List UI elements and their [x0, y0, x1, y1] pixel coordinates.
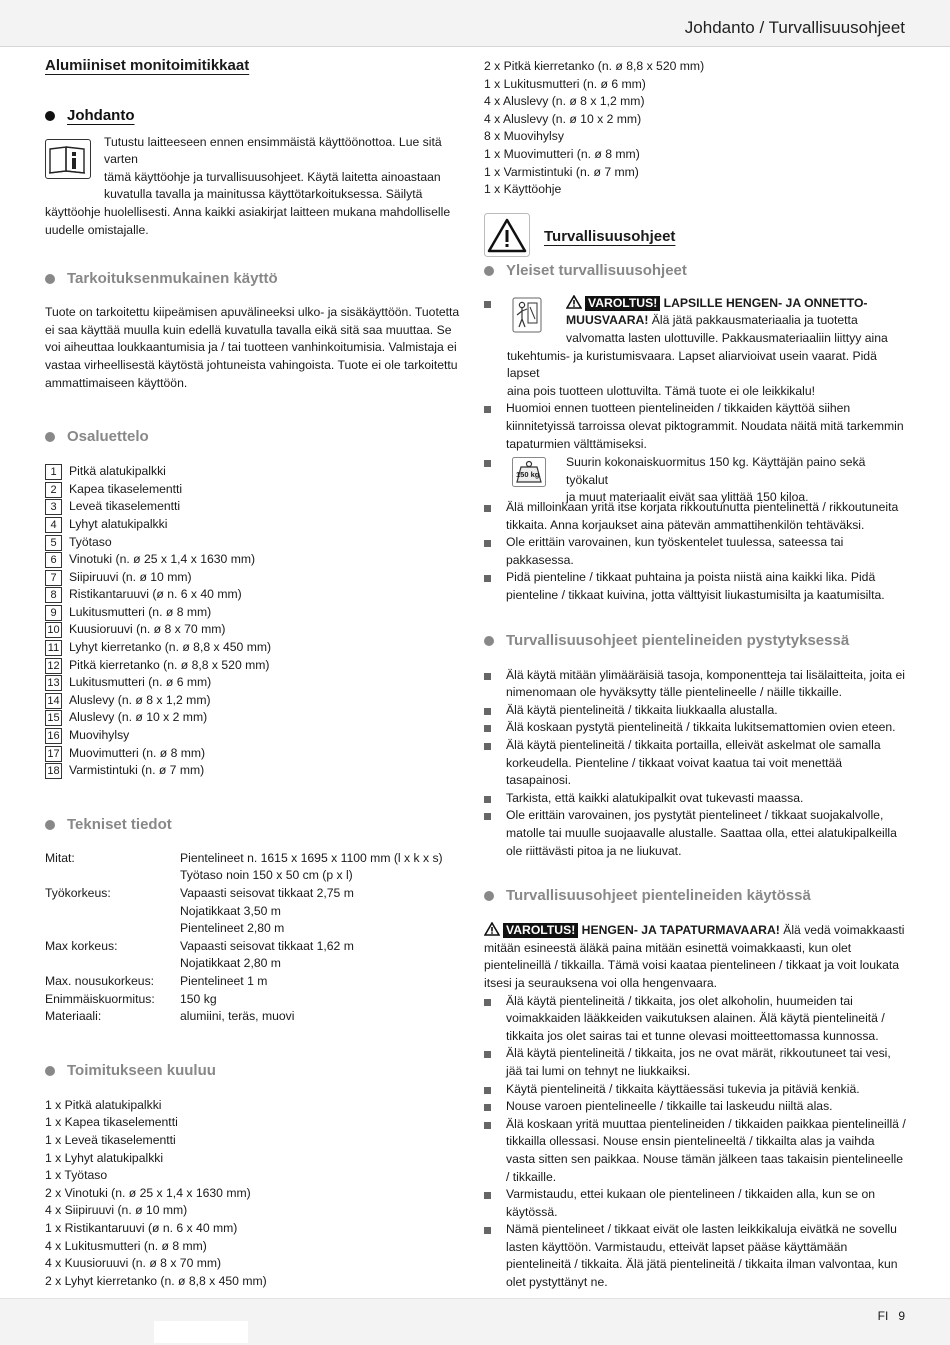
- list-item: [45, 534, 465, 552]
- bullet-text: Älä käytä pientelineitä / tikkaita portailla, elleivät askelmat ole samalla korkeudella. Pienteline / tikkaat voivat kaatua tai voit menettää tasapainosi.: [506, 738, 881, 788]
- list-item: [45, 551, 465, 569]
- bullet-square-icon: [484, 708, 491, 715]
- part-number: 6: [45, 552, 62, 568]
- part-number: 11: [45, 640, 62, 656]
- left-column: [45, 56, 465, 1290]
- list-item: [484, 1045, 906, 1080]
- delivery-list-continued: [484, 58, 906, 199]
- part-label: Muovimutteri (n. ø 8 mm): [69, 745, 206, 760]
- part-number: 15: [45, 710, 62, 726]
- list-item: [45, 745, 465, 763]
- section-heading-intended-use: [45, 269, 465, 289]
- part-label: Varmistintuki (n. ø 7 mm): [69, 763, 205, 778]
- part-number: 2: [45, 482, 62, 498]
- bullet-dot-icon: [45, 820, 55, 830]
- part-number: 5: [45, 535, 62, 551]
- spec-row: [45, 867, 465, 885]
- spec-key: [45, 955, 180, 973]
- part-label: Aluslevy (n. ø 8 x 1,2 mm): [69, 692, 211, 707]
- section-title: Yleiset turvallisuusohjeet: [506, 261, 687, 279]
- warning-triangle-icon: [484, 922, 500, 936]
- part-number: 16: [45, 728, 62, 744]
- list-item: [45, 657, 465, 675]
- list-item: [484, 569, 906, 604]
- list-item: [45, 604, 465, 622]
- part-number: 3: [45, 499, 62, 515]
- list-item: [45, 621, 465, 639]
- part-label: Lukitusmutteri (n. ø 8 mm): [69, 604, 212, 619]
- spec-value: Nojatikkaat 2,80 m: [180, 956, 281, 971]
- bullet-text: Ole erittäin varovainen, jos pystytät pientelineet / tikkaat suojakalvolle, matolle tai muulle suojaavalle alustalle. Saattaa olla, ettei alatukipalkeilla ole riittävästi pitoa ja ne liukuvat.: [506, 808, 897, 858]
- part-label: Lyhyt alatukipalkki: [69, 516, 168, 531]
- bullet-text: Huomioi ennen tuotteen pientelineiden / tikkaiden käyttöä siihen kiinnitetyissä tarroissa olevat piktogrammit. Noudata näitä mitä tarkemmin tapaturmien välttämiseksi.: [506, 401, 904, 451]
- spec-row: [45, 903, 465, 921]
- list-item: [45, 762, 465, 780]
- part-label: Ristikantaruuvi (ø n. 6 x 40 mm): [69, 587, 242, 602]
- part-label: Pitkä kierretanko (n. ø 8,8 x 520 mm): [69, 657, 270, 672]
- part-label: Työtaso: [69, 534, 112, 549]
- spec-value: Nojatikkaat 3,50 m: [180, 903, 281, 918]
- list-item: [484, 737, 906, 790]
- general-safety-list: [484, 499, 906, 605]
- bullet-square-icon: [484, 575, 491, 582]
- spec-row: [45, 973, 465, 991]
- intro-line: käyttöohje huolellisesti. Anna kaikki asiakirjat laitteen mukana mahdolliselle: [45, 204, 451, 219]
- use-warning-title: HENGEN- JA TAPATURMAVAARA!: [581, 923, 780, 938]
- use-warning-text: Älä vedä voimakkaasti mitään esineestä äläkä paina mitään esinettä voimakkaasti, kun olet pientelineillä / tikkailla. Tämä voisi kaataa pientelineen / tikkaat ja voit loukata itsesi ja seurauksena voi olla hengenvaara.: [484, 923, 905, 990]
- bullet-square-icon: [484, 743, 491, 750]
- intended-use-text: Tuote on tarkoitettu kiipeämisen apuvälineeksi ulko- ja sisäkäyttöön. Tuotetta ei saa käyttää muulla kuin edellä kuvatulla tavalla eikä sitä saa muuttaa. Se voi aiheuttaa loukkaantumisia ja / tai tuotteen vanhinkoitumisia. Valmistaja ei vastaa virheellisestä käytöstä johtuneista vahingoista. Tuote ei ole tarkoitettu ammattimaiseen käyttöön.: [45, 305, 460, 390]
- list-item: [484, 1221, 906, 1291]
- part-label: Kapea tikaselementti: [69, 481, 183, 496]
- child-warning-text: aina pois tuotteen ulottuvilta. Tämä tuote ei ole leikkikalu!: [507, 383, 816, 398]
- intro-line: uudelle omistajalle.: [45, 222, 149, 237]
- section-heading-tech: [45, 815, 465, 835]
- bullet-text: Nämä pientelineet / tikkaat eivät ole lasten leikkikaluja eivätkä ne sovellu lasten käyttöön. Varmistaudu, etteivät lapset pääse käyttämään pientelineitä / tikkaita. Älä jätä pientelineitä / tikkaita ilman valvontaa, kun olet pystyttänyt ne.: [506, 1222, 898, 1290]
- list-item: 1 x Lyhyt alatukipalkki: [45, 1150, 164, 1165]
- list-item: 4 x Aluslevy (n. ø 8 x 1,2 mm): [484, 94, 645, 109]
- warning-triangle-icon: [566, 295, 582, 309]
- use-safety-list: [484, 993, 906, 1292]
- child-warning-title-2: MUUSVAARA!: [566, 313, 649, 328]
- bullet-square-icon: [484, 1051, 491, 1058]
- list-item: [484, 790, 906, 808]
- spec-value: 150 kg: [180, 991, 217, 1006]
- spec-key: Työkorkeus:: [45, 886, 111, 900]
- spec-value: alumiini, teräs, muovi: [180, 1009, 295, 1024]
- list-item: [45, 692, 465, 710]
- list-item: [484, 1116, 906, 1186]
- bullet-text: Älä koskaan pystytä pientelineitä / tikkaita lukitsemattomien ovien eteen.: [506, 720, 896, 735]
- page-number-value: 9: [898, 1309, 905, 1323]
- part-label: Leveä tikaselementti: [69, 499, 181, 514]
- part-label: Muovihylsy: [69, 728, 130, 743]
- part-label: Lukitusmutteri (n. ø 6 mm): [69, 675, 212, 690]
- list-item: 1 x Pitkä alatukipalkki: [45, 1097, 162, 1112]
- spec-key: Materiaali:: [45, 1009, 102, 1024]
- part-number: 8: [45, 587, 62, 603]
- spec-key: Enimmäiskuormitus:: [45, 991, 155, 1006]
- part-number: 17: [45, 746, 62, 762]
- bullet-text: Nouse varoen pientelineelle / tikkaille tai laskeudu niiltä alas.: [506, 1099, 833, 1114]
- list-item: 1 x Muovimutteri (n. ø 8 mm): [484, 146, 640, 161]
- section-title: Osaluettelo: [67, 428, 149, 446]
- spec-key: [45, 867, 180, 885]
- child-warning-title: LAPSILLE HENGEN- JA ONNETTO-: [663, 295, 868, 310]
- part-number: 14: [45, 693, 62, 709]
- list-item: [45, 463, 465, 481]
- bullet-square-icon: [484, 673, 491, 680]
- bullet-text: Älä käytä pientelineitä / tikkaita, jos olet alkoholin, huumeiden tai voimakkaiden lääkkeiden vaikutuksen alainen. Älä käytä pientelineitä / tikkaita jos olet sairas tai et tunne olevasi moitteettomassa kunnossa.: [506, 993, 885, 1043]
- spec-value: Pientelineet n. 1615 x 1695 x 1100 mm (l x k x s): [180, 850, 443, 865]
- warning-triangle-icon: [484, 213, 528, 257]
- bullet-square-icon: [484, 301, 491, 308]
- load-text: ja muut materiaalit eivät saa ylittää 150 kiloa.: [566, 490, 809, 505]
- part-label: Vinotuki (n. ø 25 x 1,4 x 1630 mm): [69, 552, 256, 567]
- list-item: [484, 719, 906, 737]
- spec-row: [45, 885, 465, 903]
- section-title: Tarkoituksenmukainen käyttö: [67, 270, 278, 288]
- spec-row: [45, 955, 465, 973]
- spec-value: Pientelineet 1 m: [180, 973, 268, 988]
- part-number: 9: [45, 605, 62, 621]
- section-heading-intro: [45, 106, 465, 126]
- bullet-text: Pidä pienteline / tikkaat puhtaina ja poista niistä aina kaikki lika. Pidä pienteline / tikkaat kuivina, jotta välttyisit liukastumisilta ja kaatumisilta.: [506, 570, 885, 603]
- part-number: 10: [45, 622, 62, 638]
- bullet-text: Käytä pientelineitä / tikkaita käyttäessäsi tukevia ja pitäviä kenkiä.: [506, 1081, 860, 1096]
- bullet-text: Varmistaudu, ettei kukaan ole pientelineen / tikkaiden alla, kun se on käytössä.: [506, 1187, 876, 1219]
- list-item: [45, 481, 465, 499]
- list-item: [484, 667, 906, 702]
- bullet-dot-icon: [45, 111, 55, 121]
- spec-key: [45, 920, 180, 938]
- part-number: 13: [45, 675, 62, 691]
- list-item: 2 x Lyhyt kierretanko (n. ø 8,8 x 450 mm): [45, 1273, 267, 1288]
- language-code: FI: [877, 1309, 889, 1323]
- page-header-title: Johdanto / Turvallisuusohjeet: [684, 18, 905, 37]
- list-item: 8 x Muovihylsy: [484, 129, 564, 144]
- list-item: 2 x Vinotuki (n. ø 25 x 1,4 x 1630 mm): [45, 1185, 251, 1200]
- load-warning-block: [484, 454, 906, 505]
- bullet-text: Älä koskaan yritä muuttaa pientelineiden / tikkaiden paikkaa pientelineillä / tikkailla ollessasi. Nouse ensin pientelineeltä / tikkailta alas ja vaihda vasta sitten sen paikkaa. Nouse tämän jälkeen taas takaisin pientelineelle / tikkaille.: [506, 1116, 906, 1184]
- part-number: 7: [45, 570, 62, 586]
- bullet-square-icon: [484, 1192, 491, 1199]
- tech-specs: [45, 850, 465, 1026]
- manual-book-icon: [45, 139, 91, 179]
- footer-bar: [0, 1298, 950, 1345]
- right-column: [484, 58, 906, 1292]
- intro-block: [45, 134, 465, 240]
- bullet-dot-icon: [484, 266, 494, 276]
- bullet-square-icon: [484, 999, 491, 1006]
- spec-value: Vapaasti seisovat tikkaat 2,75 m: [180, 886, 354, 900]
- use-warning-block: [484, 922, 906, 992]
- bullet-dot-icon: [45, 1066, 55, 1076]
- list-item: [45, 516, 465, 534]
- child-warning-text: tukehtumis- ja kuristumisvaara. Lapset aliarvioivat usein vaarat. Pidä lapset: [507, 348, 877, 381]
- bullet-text: Ole erittäin varovainen, kun työskentelet tuulessa, sateessa tai pakkasessa.: [506, 535, 844, 567]
- bullet-square-icon: [484, 540, 491, 547]
- spec-value: Pientelineet 2,80 m: [180, 921, 285, 936]
- section-title: Tekniset tiedot: [67, 815, 172, 833]
- load-badge-text: 150 kg: [516, 470, 540, 480]
- weight-pictogram-icon: [512, 457, 546, 487]
- bullet-dot-icon: [484, 891, 494, 901]
- list-item: 4 x Siipiruuvi (n. ø 10 mm): [45, 1203, 188, 1218]
- bullet-square-icon: [484, 1227, 491, 1234]
- spec-key: Max korkeus:: [45, 938, 118, 953]
- section-title: Turvallisuusohjeet pientelineiden käytössä: [506, 887, 811, 905]
- section-heading-use-safety: [484, 886, 906, 906]
- bullet-square-icon: [484, 1104, 491, 1111]
- spec-row: [45, 991, 465, 1009]
- section-title: Toimitukseen kuuluu: [67, 1061, 216, 1079]
- list-item: [484, 1186, 906, 1221]
- bullet-text: Älä käytä pientelineitä / tikkaita liukkaalla alustalla.: [506, 702, 778, 717]
- intro-line: tämä käyttöohje ja turvallisuusohjeet. Käytä laitetta ainoastaan: [104, 169, 441, 184]
- part-label: Kuusioruuvi (n. ø 8 x 70 mm): [69, 622, 226, 637]
- list-item: [45, 498, 465, 516]
- bullet-text: Älä käytä mitään ylimääräisiä tasoja, komponentteja tai lisälaitteita, joita ei nimenomaan ole hyväksytty tälle pientelineelle / näille tikkaille.: [506, 667, 906, 700]
- list-item: 1 x Leveä tikaselementti: [45, 1132, 176, 1147]
- list-item: [484, 400, 906, 453]
- list-item: 2 x Pitkä kierretanko (n. ø 8,8 x 520 mm): [484, 59, 705, 73]
- list-item: 1 x Lukitusmutteri (n. ø 6 mm): [484, 76, 646, 91]
- part-number: 4: [45, 517, 62, 533]
- spec-row: [45, 850, 465, 868]
- bullet-square-icon: [484, 725, 491, 732]
- document-title: Alumiiniset monitoimitikkaat: [45, 57, 250, 74]
- list-item: 1 x Ristikantaruuvi (ø n. 6 x 40 mm): [45, 1220, 238, 1235]
- list-item: 1 x Varmistintuki (n. ø 7 mm): [484, 164, 639, 179]
- bullet-square-icon: [484, 1087, 491, 1094]
- list-item: 4 x Lukitusmutteri (n. ø 8 mm): [45, 1238, 207, 1253]
- list-item: [45, 727, 465, 745]
- bullet-square-icon: [484, 1122, 491, 1129]
- child-warning-text: valvomatta lasten ulottuville. Pakkausmateriaaliin liittyy aina: [566, 330, 888, 345]
- list-item: [484, 1098, 906, 1116]
- bullet-dot-icon: [45, 274, 55, 284]
- spec-row: [45, 920, 465, 938]
- load-text: Suurin kokonaiskuormitus 150 kg. Käyttäjän paino sekä työkalut: [566, 455, 866, 487]
- section-title: Johdanto: [67, 106, 135, 124]
- list-item: [45, 586, 465, 604]
- part-label: Lyhyt kierretanko (n. ø 8,8 x 450 mm): [69, 640, 272, 655]
- bullet-square-icon: [484, 406, 491, 413]
- list-item: 1 x Käyttöohje: [484, 182, 562, 197]
- list-item: [484, 807, 906, 860]
- spec-value: Vapaasti seisovat tikkaat 1,62 m: [180, 938, 354, 953]
- spec-key: Mitat:: [45, 850, 75, 865]
- bullet-dot-icon: [45, 432, 55, 442]
- bullet-square-icon: [484, 796, 491, 803]
- part-label: Pitkä alatukipalkki: [69, 464, 166, 479]
- list-item: [484, 993, 906, 1046]
- warning-label: VAROLTUS!: [585, 296, 660, 311]
- safety-heading-block: [484, 213, 906, 259]
- bullet-text: Tarkista, että kaikki alatukipalkit ovat tukevasti maassa.: [506, 790, 804, 805]
- spec-row: [45, 1008, 465, 1026]
- parts-list: [45, 463, 465, 780]
- delivery-list: [45, 1097, 465, 1291]
- list-item: [484, 1081, 906, 1099]
- section-heading-parts: [45, 427, 465, 447]
- child-warning-text: Älä jätä pakkausmateriaalia ja tuotetta: [648, 313, 858, 328]
- spec-row: [45, 938, 465, 956]
- part-number: 1: [45, 464, 62, 480]
- spec-key: [45, 903, 180, 921]
- bullet-dot-icon: [484, 636, 494, 646]
- part-number: 12: [45, 658, 62, 674]
- spec-value: Työtaso noin 150 x 50 cm (p x l): [180, 868, 353, 883]
- section-title: Turvallisuusohjeet pientelineiden pystytyksessä: [506, 631, 850, 649]
- list-item: 4 x Kuusioruuvi (n. ø 8 x 70 mm): [45, 1256, 222, 1271]
- list-item: [45, 674, 465, 692]
- section-heading-general-safety: [484, 261, 906, 281]
- bullet-text: Älä milloinkaan yritä itse korjata rikkoutunutta pientelinettä / rikkoutuneita tikkaita. Anna korjaukset aina pätevän ammattihenkilön tehtäväksi.: [506, 500, 899, 532]
- part-number: 18: [45, 763, 62, 779]
- intro-line: Tutustu laitteeseen ennen ensimmäistä käyttöönottoa. Lue sitä varten: [104, 134, 442, 167]
- bullet-square-icon: [484, 813, 491, 820]
- list-item: 1 x Työtaso: [45, 1168, 108, 1183]
- spec-key: Max. nousukorkeus:: [45, 973, 155, 988]
- child-danger-pictogram-icon: [512, 297, 542, 333]
- section-heading-setup-safety: [484, 631, 906, 651]
- bullet-text: Älä käytä pientelineitä / tikkaita, jos ne ovat märät, rikkoutuneet tai vesi, jää tai lumi on tehnyt ne liukkaiksi.: [506, 1046, 891, 1078]
- part-label: Siipiruuvi (n. ø 10 mm): [69, 569, 192, 584]
- list-item: 1 x Kapea tikaselementti: [45, 1115, 178, 1130]
- page-number: [868, 1308, 905, 1326]
- intro-line: kuvatulla tavalla ja mainitussa käyttötarkoituksessa. Säilytä: [104, 187, 423, 202]
- safety-title: Turvallisuusohjeet: [544, 227, 676, 245]
- bullet-square-icon: [484, 460, 491, 467]
- setup-safety-list: [484, 667, 906, 861]
- warning-label: VAROLTUS!: [503, 923, 578, 938]
- list-item: [45, 639, 465, 657]
- list-item: [484, 702, 906, 720]
- list-item: 4 x Aluslevy (n. ø 10 x 2 mm): [484, 111, 642, 126]
- part-label: Aluslevy (n. ø 10 x 2 mm): [69, 710, 208, 725]
- section-heading-delivery: [45, 1061, 465, 1081]
- list-item: [484, 534, 906, 569]
- list-item: [45, 709, 465, 727]
- list-item: [45, 569, 465, 587]
- child-warning-block: [484, 295, 906, 401]
